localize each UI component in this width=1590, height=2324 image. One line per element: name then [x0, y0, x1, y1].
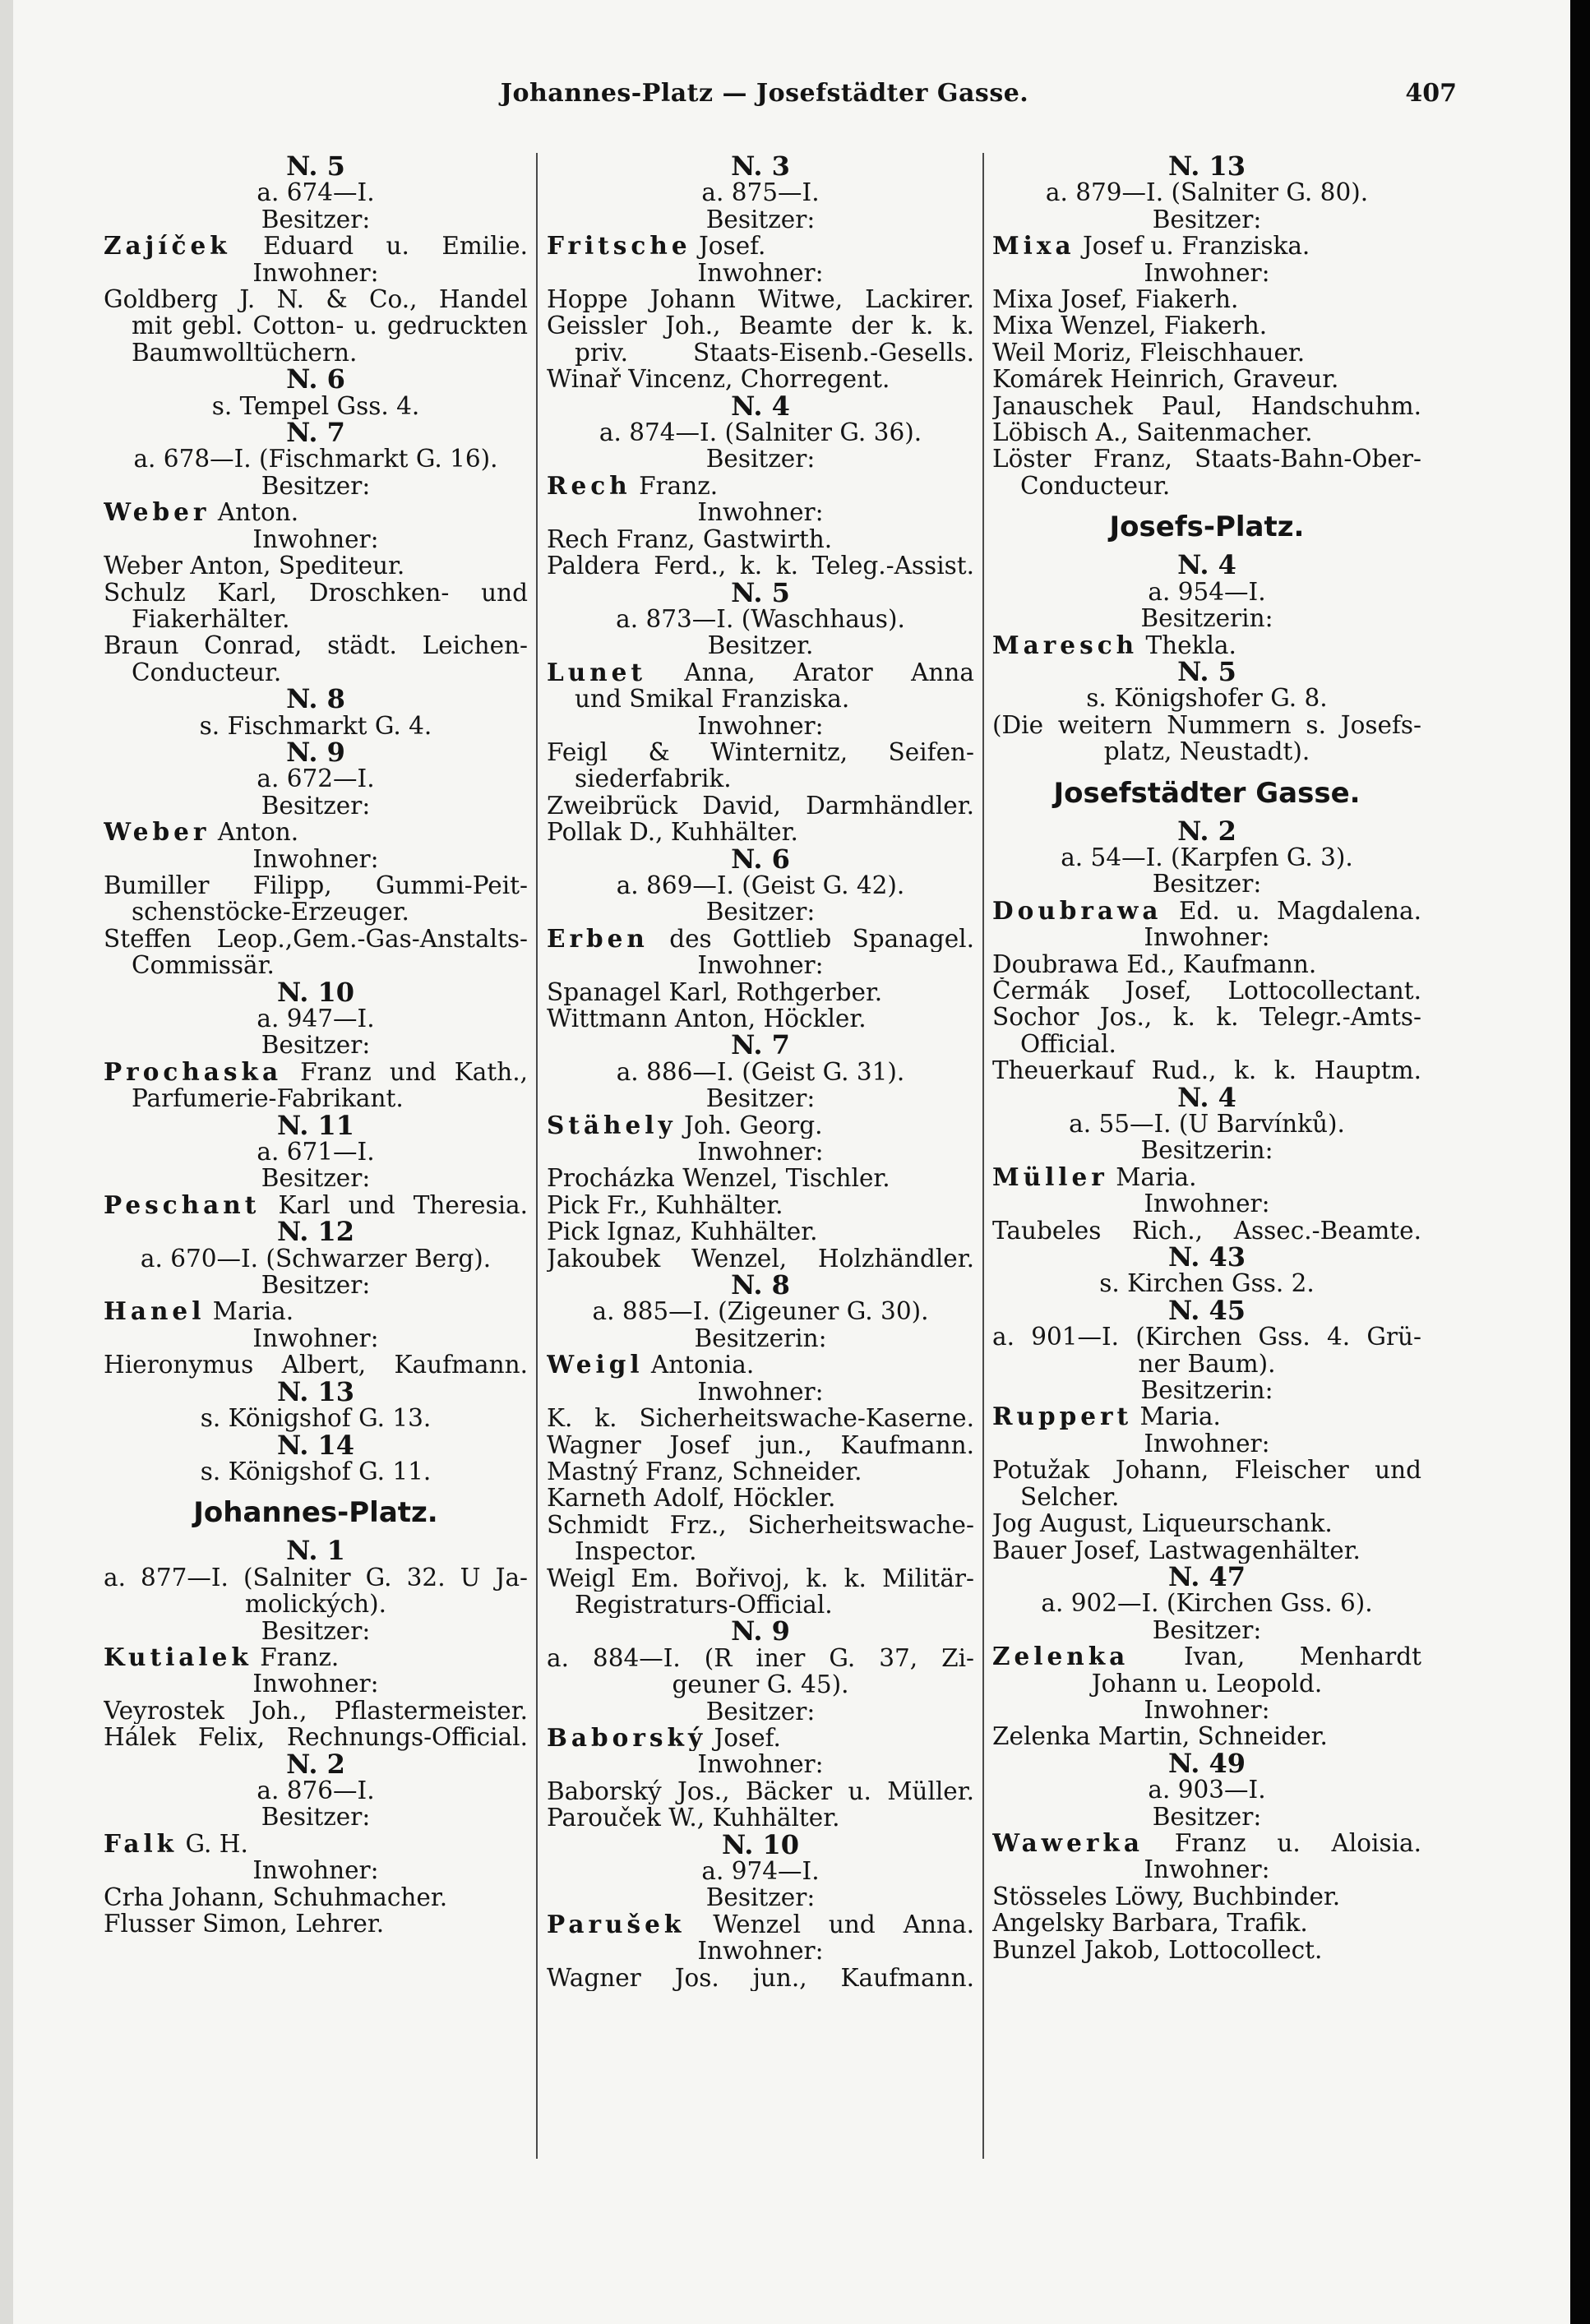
- entry-line: Bunzel Jakob, Lottocollect.: [992, 1936, 1323, 1963]
- address-line: a. 885—I. (Zigeuner G. 30).: [592, 1298, 929, 1325]
- entry-line: Hoppe Johann Witwe, Lackirer.: [547, 286, 974, 313]
- address-line: a. 672—I.: [257, 765, 375, 792]
- owner-surname: Falk: [104, 1830, 178, 1858]
- address-line: a. 674—I.: [257, 179, 375, 206]
- entry-line: Commissär.: [132, 952, 275, 979]
- house-number: N. 49: [1167, 1749, 1246, 1777]
- entry-line: Mixa Josef, Fiakerh.: [992, 286, 1239, 313]
- owner-surname: Doubrawa: [992, 897, 1162, 925]
- entry-line: Mixa Josef u. Franziska.: [992, 233, 1310, 260]
- entry-line: Lunet Anna, Arator Anna: [547, 658, 974, 686]
- address-line: a. 55—I. (U Barvínků).: [1069, 1111, 1345, 1138]
- section-label: Besitzer:: [261, 1032, 371, 1059]
- section-label: Inwohner:: [252, 1857, 379, 1884]
- entry-line: Weber Anton, Spediteur.: [104, 552, 405, 580]
- address-line: a. 876—I.: [257, 1776, 375, 1804]
- entry-line: Crha Johann, Schuhmacher.: [104, 1883, 448, 1910]
- entry-line: Winař Vincenz, Chorregent.: [547, 366, 890, 393]
- section-label: Inwohner:: [1144, 1190, 1270, 1217]
- section-label: Inwohner:: [1144, 924, 1270, 951]
- house-number: N. 5: [286, 153, 345, 180]
- section-label: Besitzer:: [705, 446, 816, 473]
- entry-line: Veyrostek Joh., Pflastermeister.: [104, 1697, 528, 1725]
- owner-surname: Maresch: [992, 631, 1139, 658]
- entry-line: Baumwolltüchern.: [132, 339, 358, 367]
- scan-border: [1570, 0, 1590, 2324]
- section-label: Besitzer:: [261, 1272, 371, 1299]
- column-3: [992, 153, 1421, 1963]
- entry-line: Conducteur.: [1020, 472, 1171, 500]
- entry-line: Doubrawa Ed. u. Magdalena.: [992, 897, 1421, 925]
- house-number: N. 13: [276, 1378, 354, 1406]
- entry-line: Baborský Jos., Bäcker u. Müller.: [547, 1777, 974, 1805]
- house-number: N. 14: [276, 1431, 354, 1458]
- house-number: N. 4: [1177, 1083, 1236, 1111]
- entry-line: priv. Staats-Eisenb.-Gesells.: [575, 339, 974, 367]
- house-number: N. 47: [1167, 1563, 1246, 1591]
- section-label: Inwohner:: [252, 845, 379, 872]
- entry-line: Wittmann Anton, Höckler.: [547, 1005, 867, 1033]
- house-number: N. 13: [1167, 153, 1246, 180]
- owner-surname: Kutialek: [104, 1643, 252, 1671]
- section-label: Inwohner:: [252, 525, 379, 553]
- section-label: Inwohner:: [697, 1139, 824, 1166]
- house-number: N. 5: [1177, 658, 1236, 686]
- section-label: Inwohner:: [252, 1670, 379, 1698]
- entry-line: Weigl Em. Bořivoj, k. k. Militär-: [547, 1564, 974, 1592]
- entry-line: Mastný Franz, Schneider.: [547, 1458, 862, 1485]
- house-number: N. 3: [731, 153, 790, 180]
- section-label: Inwohner:: [1144, 1430, 1270, 1458]
- owner-surname: Hanel: [104, 1298, 206, 1325]
- owner-surname: Lunet: [547, 658, 647, 686]
- section-label: Inwohner:: [697, 259, 824, 287]
- address-line: s. Königshofer G. 8.: [1086, 685, 1328, 712]
- entry-line: Pick Ignaz, Kuhhälter.: [547, 1218, 818, 1245]
- entry-line: Weber Anton.: [104, 819, 299, 846]
- column-2: [547, 153, 974, 1991]
- entry-line: Janauschek Paul, Handschuhm.: [992, 392, 1421, 420]
- entry-line: K. k. Sicherheitswache-Kaserne.: [547, 1405, 974, 1432]
- entry-line: Rech Franz.: [547, 472, 719, 500]
- address-line: a. 874—I. (Salniter G. 36).: [599, 419, 922, 446]
- entry-line: Wagner Josef jun., Kaufmann.: [547, 1431, 974, 1458]
- entry-line: Angelsky Barbara, Trafik.: [992, 1910, 1308, 1937]
- entry-line: Pick Fr., Kuhhälter.: [547, 1191, 783, 1219]
- entry-line: Maresch Thekla.: [992, 631, 1236, 658]
- owner-surname: Weigl: [547, 1351, 644, 1379]
- address-line: s. Königshof G. 13.: [200, 1405, 432, 1432]
- entry-line: Peschant Karl und Theresia.: [104, 1191, 528, 1219]
- street-heading: Josefstädter Gasse.: [1053, 776, 1361, 810]
- house-number: N. 10: [276, 978, 354, 1005]
- entry-line: Parouček W., Kuhhälter.: [547, 1804, 840, 1832]
- owner-surname: Weber: [104, 499, 210, 526]
- entry-line: geuner G. 45).: [672, 1671, 849, 1698]
- entry-line: Johann u. Leopold.: [1091, 1670, 1323, 1697]
- section-label: Besitzerin:: [1140, 605, 1273, 632]
- section-label: Besitzer:: [705, 206, 816, 233]
- page-left-edge: [0, 0, 13, 2324]
- entry-line: Stösseles Löwy, Buchbinder.: [992, 1883, 1341, 1910]
- house-number: N. 2: [286, 1750, 345, 1777]
- address-line: a. 886—I. (Geist G. 31).: [616, 1058, 905, 1086]
- house-number: N. 7: [286, 419, 345, 446]
- entry-line: Müller Maria.: [992, 1163, 1197, 1191]
- entry-line: Conducteur.: [132, 658, 282, 686]
- entry-line: Feigl & Winternitz, Seifen-: [547, 738, 974, 766]
- entry-line: Pollak D., Kuhhälter.: [547, 819, 798, 846]
- entry-line: Prochaska Franz und Kath.,: [104, 1058, 528, 1086]
- owner-surname: Weber: [104, 819, 210, 846]
- owner-surname: Erben: [547, 925, 649, 953]
- entry-line: Spanagel Karl, Rothgerber.: [547, 978, 883, 1005]
- section-label: Inwohner:: [697, 1751, 824, 1778]
- house-number: N. 7: [731, 1032, 790, 1059]
- owner-surname: Fritsche: [547, 233, 691, 260]
- section-label: Besitzer:: [705, 1884, 816, 1911]
- section-label: Besitzer:: [261, 1804, 371, 1831]
- section-label: Besitzer:: [705, 1085, 816, 1112]
- entry-line: Goldberg J. N. & Co., Handel: [104, 286, 528, 313]
- section-label: Inwohner:: [697, 712, 824, 739]
- address-line: a. 678—I. (Fischmarkt G. 16).: [133, 446, 498, 473]
- entry-line: (Die weitern Nummern s. Josefs-: [992, 711, 1421, 739]
- entry-line: Löbisch A., Saitenmacher.: [992, 419, 1313, 446]
- entry-line: Selcher.: [1020, 1483, 1120, 1511]
- house-number: N. 2: [1177, 817, 1236, 844]
- entry-line: Jog August, Liqueurschank.: [992, 1510, 1333, 1537]
- owner-surname: Ruppert: [992, 1403, 1133, 1430]
- section-label: Besitzerin:: [694, 1324, 827, 1352]
- column-1: [104, 153, 528, 1937]
- address-line: a. 954—I.: [1148, 578, 1266, 606]
- entry-line: Theuerkauf Rud., k. k. Hauptm.: [992, 1057, 1421, 1084]
- owner-surname: Stähely: [547, 1111, 677, 1139]
- entry-line: Steffen Leop.,Gem.-Gas-Anstalts-: [104, 925, 528, 953]
- section-label: Inwohner:: [1144, 1696, 1270, 1724]
- address-line: a. 974—I.: [701, 1858, 820, 1885]
- address-line: a. 54—I. (Karpfen G. 3).: [1061, 843, 1353, 871]
- owner-surname: Rech: [547, 472, 631, 500]
- house-number: N. 6: [731, 845, 790, 872]
- entry-line: Zelenka Martin, Schneider.: [992, 1723, 1328, 1750]
- entry-line: Braun Conrad, städt. Leichen-: [104, 632, 528, 659]
- house-number: N. 8: [286, 686, 345, 713]
- section-label: Inwohner:: [697, 499, 824, 526]
- owner-surname: Prochaska: [104, 1058, 283, 1086]
- section-label: Besitzer:: [261, 1165, 371, 1192]
- house-number: N. 10: [721, 1831, 799, 1858]
- address-line: s. Fischmarkt G. 4.: [199, 712, 432, 739]
- entry-line: Flusser Simon, Lehrer.: [104, 1910, 385, 1938]
- entry-line: schenstöcke-Erzeuger.: [132, 899, 409, 926]
- entry-line: Potužak Johann, Fleischer und: [992, 1457, 1421, 1484]
- entry-line: Čermák Josef, Lottocollectant.: [992, 977, 1421, 1005]
- house-number: N. 12: [276, 1218, 354, 1245]
- entry-line: Weber Anton.: [104, 499, 299, 526]
- section-label: Besitzer:: [261, 206, 371, 233]
- entry-line: Bumiller Filipp, Gummi-Peit-: [104, 871, 528, 899]
- section-label: Besitzer:: [705, 899, 816, 926]
- entry-line: Ruppert Maria.: [992, 1403, 1221, 1430]
- owner-surname: Müller: [992, 1163, 1108, 1191]
- address-line: a. 670—I. (Schwarzer Berg).: [140, 1245, 492, 1273]
- entry-line: Schulz Karl, Droschken- und: [104, 579, 528, 606]
- section-label: Inwohner:: [252, 1324, 379, 1352]
- house-number: N. 4: [731, 392, 790, 420]
- entry-line: Paldera Ferd., k. k. Teleg.-Assist.: [547, 552, 974, 580]
- entry-line: Fritsche Josef.: [547, 233, 766, 260]
- entry-line: Baborský Josef.: [547, 1724, 781, 1752]
- entry-line: Mixa Wenzel, Fiakerh.: [992, 312, 1268, 340]
- entry-line: Hálek Felix, Rechnungs-Official.: [104, 1724, 528, 1751]
- entry-line: Weigl Antonia.: [547, 1351, 755, 1379]
- entry-line: Wagner Jos. jun., Kaufmann.: [547, 1964, 974, 1992]
- section-label: Inwohner:: [697, 1938, 824, 1965]
- entry-line: Taubeles Rich., Assec.-Beamte.: [992, 1217, 1421, 1245]
- address-line: s. Königshof G. 11.: [200, 1458, 432, 1485]
- house-number: N. 11: [276, 1111, 354, 1139]
- owner-surname: Baborský: [547, 1724, 707, 1752]
- entry-line: molických).: [244, 1591, 387, 1618]
- entry-line: Hanel Maria.: [104, 1298, 294, 1325]
- entry-line: Rech Franz, Gastwirth.: [547, 525, 833, 553]
- house-number: N. 4: [1177, 552, 1236, 579]
- entry-line: Zelenka Ivan, Menhardt: [992, 1643, 1421, 1670]
- address-line: a. 947—I.: [257, 1005, 375, 1033]
- street-heading: Johannes-Platz.: [193, 1496, 438, 1530]
- entry-line: Karneth Adolf, Höckler.: [547, 1485, 836, 1512]
- running-title: Johannes-Platz — Josefstädter Gasse.: [500, 79, 1029, 108]
- owner-surname: Parušek: [547, 1910, 686, 1938]
- house-number: N. 45: [1167, 1296, 1246, 1324]
- column-rule-left: [536, 153, 538, 2159]
- section-label: Besitzer:: [261, 792, 371, 820]
- column-rule-right: [982, 153, 984, 2159]
- owner-surname: Zajíček: [104, 233, 231, 260]
- section-label: Besitzer:: [1152, 206, 1262, 233]
- address-line: a. 671—I.: [257, 1139, 375, 1166]
- owner-surname: Zelenka: [992, 1643, 1130, 1670]
- address-line: a. 877—I. (Salniter G. 32. U Ja-: [104, 1564, 528, 1592]
- section-label: Besitzer:: [705, 1698, 816, 1725]
- section-label: Besitzer:: [261, 472, 371, 500]
- owner-surname: Wawerka: [992, 1829, 1144, 1857]
- entry-line: Sochor Jos., k. k. Telegr.-Amts-: [992, 1004, 1421, 1031]
- address-line: a. 875—I.: [701, 179, 820, 206]
- entry-line: Zweibrück David, Darmhändler.: [547, 792, 974, 820]
- address-line: a. 884—I. (R iner G. 37, Zi-: [547, 1644, 974, 1672]
- entry-line: siederfabrik.: [575, 765, 732, 792]
- house-number: N. 43: [1167, 1244, 1246, 1271]
- address-line: a. 873—I. (Waschhaus).: [616, 605, 905, 633]
- address-line: a. 903—I.: [1148, 1776, 1266, 1804]
- entry-line: mit gebl. Cotton- u. gedruckten: [132, 312, 528, 340]
- section-label: Besitzer:: [261, 1617, 371, 1644]
- house-number: N. 9: [286, 738, 345, 766]
- entry-line: Komárek Heinrich, Graveur.: [992, 366, 1339, 393]
- entry-line: Erben des Gottlieb Spanagel.: [547, 925, 974, 953]
- entry-line: platz, Neustadt).: [1103, 738, 1310, 765]
- section-label: Inwohner:: [252, 259, 379, 287]
- section-label: Besitzer.: [707, 632, 814, 659]
- entry-line: Hieronymus Albert, Kaufmann.: [104, 1351, 528, 1379]
- entry-line: Bauer Josef, Lastwagenhälter.: [992, 1536, 1361, 1564]
- section-label: Inwohner:: [1144, 1856, 1270, 1883]
- address-line: a. 869—I. (Geist G. 42).: [616, 871, 905, 899]
- entry-line: Official.: [1020, 1030, 1116, 1058]
- entry-line: und Smikal Franziska.: [575, 686, 850, 713]
- entry-line: Weil Moriz, Fleischhauer.: [992, 339, 1306, 367]
- section-label: Besitzerin:: [1140, 1137, 1273, 1164]
- entry-line: Inspector.: [575, 1538, 697, 1565]
- section-label: Inwohner:: [697, 1378, 824, 1406]
- entry-line: Schmidt Frz., Sicherheitswache-: [547, 1511, 974, 1539]
- owner-surname: Peschant: [104, 1191, 261, 1219]
- entry-line: Zajíček Eduard u. Emilie.: [104, 233, 528, 260]
- entry-line: Falk G. H.: [104, 1830, 248, 1858]
- house-number: N. 6: [286, 366, 345, 393]
- section-label: Besitzerin:: [1140, 1377, 1273, 1404]
- entry-line: Registraturs-Official.: [575, 1591, 833, 1619]
- house-number: N. 8: [731, 1272, 790, 1299]
- section-label: Besitzer:: [1152, 871, 1262, 898]
- address-line: s. Kirchen Gss. 2.: [1099, 1270, 1315, 1297]
- entry-line: ner Baum).: [1138, 1350, 1276, 1378]
- entry-line: Geissler Joh., Beamte der k. k.: [547, 312, 974, 340]
- address-line: a. 902—I. (Kirchen Gss. 6).: [1041, 1590, 1373, 1617]
- entry-line: Parfumerie-Fabrikant.: [132, 1085, 404, 1112]
- entry-line: Doubrawa Ed., Kaufmann.: [992, 950, 1317, 977]
- entry-line: Fiakerhälter.: [132, 605, 290, 633]
- page-header: [90, 79, 1457, 122]
- house-number: N. 5: [731, 579, 790, 606]
- section-label: Inwohner:: [1144, 259, 1270, 287]
- entry-line: Procházka Wenzel, Tischler.: [547, 1165, 890, 1192]
- entry-line: Kutialek Franz.: [104, 1643, 340, 1671]
- section-label: Besitzer:: [1152, 1803, 1262, 1830]
- owner-surname: Mixa: [992, 233, 1075, 260]
- section-label: Inwohner:: [697, 952, 824, 979]
- house-number: N. 9: [731, 1618, 790, 1645]
- entry-line: Jakoubek Wenzel, Holzhändler.: [547, 1245, 974, 1273]
- address-line: a. 901—I. (Kirchen Gss. 4. Grü-: [992, 1324, 1421, 1351]
- page-number: 407: [1405, 79, 1457, 108]
- entry-line: Wawerka Franz u. Aloisia.: [992, 1829, 1421, 1857]
- house-number: N. 1: [286, 1537, 345, 1564]
- entry-line: Löster Franz, Staats-Bahn-Ober-: [992, 446, 1421, 473]
- section-label: Besitzer:: [1152, 1616, 1262, 1644]
- street-heading: Josefs-Platz.: [1109, 511, 1305, 544]
- address-line: s. Tempel Gss. 4.: [211, 392, 420, 420]
- entry-line: Parušek Wenzel und Anna.: [547, 1910, 974, 1938]
- entry-line: Stähely Joh. Georg.: [547, 1111, 823, 1139]
- address-line: a. 879—I. (Salniter G. 80).: [1045, 179, 1369, 206]
